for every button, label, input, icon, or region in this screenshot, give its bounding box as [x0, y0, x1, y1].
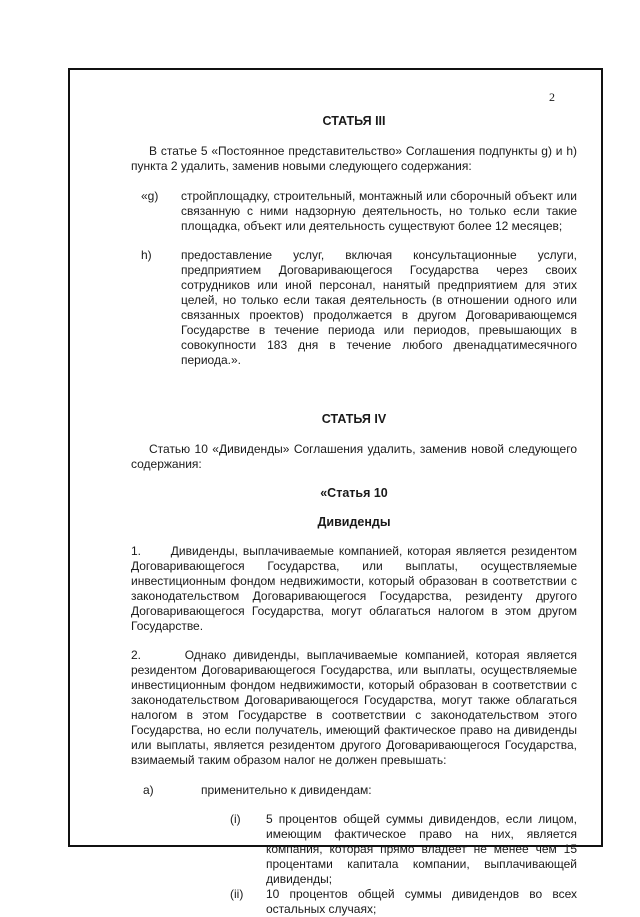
item-label: h)	[141, 248, 152, 262]
list-item-i	[230, 812, 577, 887]
list-item-g	[141, 189, 577, 234]
dividends-title: Дивиденды	[317, 515, 391, 529]
article-3-intro: В статье 5 «Постоянное представительство» Соглашения подпункты g) и h) пункта 2 удалить, заменив новыми следующего содержания:	[131, 144, 577, 173]
item-label: (ii)	[230, 887, 244, 901]
article-10-heading: «Статья 10	[320, 486, 388, 500]
item-label: (i)	[230, 812, 241, 826]
article-4-heading: СТАТЬЯ IV	[321, 412, 387, 426]
list-item-a	[143, 783, 577, 798]
page-number: 2	[549, 90, 555, 104]
article-4-intro: Статью 10 «Дивиденды» Соглашения удалить, заменив новой следующего содержания:	[131, 442, 577, 471]
page-frame	[68, 68, 603, 916]
paragraph-1: 1. Дивиденды, выплачиваемые компанией, которая является резидентом Договаривающегося Государства, или выплаты, осуществляемые инвестиционным фондом недвижимости, который образован в соответствии с законодательством Договаривающегося Государства, резиденту другого Договаривающегося Государства, могут облагаться налогом в этом другом Государстве.	[131, 544, 577, 633]
list-item-ii	[230, 887, 577, 917]
article-3-heading: СТАТЬЯ III	[322, 114, 386, 128]
list-item-h	[141, 248, 577, 368]
item-label: a)	[143, 783, 154, 797]
item-label: «g)	[141, 189, 159, 203]
paragraph-2: 2. Однако дивиденды, выплачиваемые компанией, которая является резидентом Договаривающегося Государства, или выплаты, осуществляемые инвестиционным фондом недвижимости, который образован в соответствии с законодательством Договаривающегося Государства, могут также облагаться налогом в этом Государстве в соответствии с законодательством этого Государства, но если получатель, имеющий фактическое право на дивиденды или выплаты, является резидентом другого Договаривающегося Государства, взимаемый таким образом налог не должен превышать:	[131, 648, 577, 767]
item-text: стройплощадку, строительный, монтажный или сборочный объект или связанную с ними надзорную деятельность, но только если такие площадка, объект или деятельность существуют более 12 месяцев;	[181, 189, 577, 233]
item-text: 5 процентов общей суммы дивидендов, если лицом, имеющим фактическое право на них, является компания, которая прямо владеет не менее чем 15 процентами капитала компании, выплачивающей дивиденды;	[266, 812, 577, 886]
item-text: 10 процентов общей суммы дивидендов во всех остальных случаях;	[266, 887, 577, 916]
item-text: применительно к дивидендам:	[201, 783, 372, 797]
document-body	[131, 114, 577, 917]
item-text: предоставление услуг, включая консультационные услуги, предприятием Договаривающегося Государства через своих сотрудников или иной персонал, нанятый предприятием для этих целей, но только если такая деятельность (в отношении одного или связанных проектов) продолжается в другом Договаривающемся Государстве в течение периода или периодов, превышающих в совокупности 183 дня в течение любого двенадцатимесячного периода.».	[181, 248, 577, 367]
